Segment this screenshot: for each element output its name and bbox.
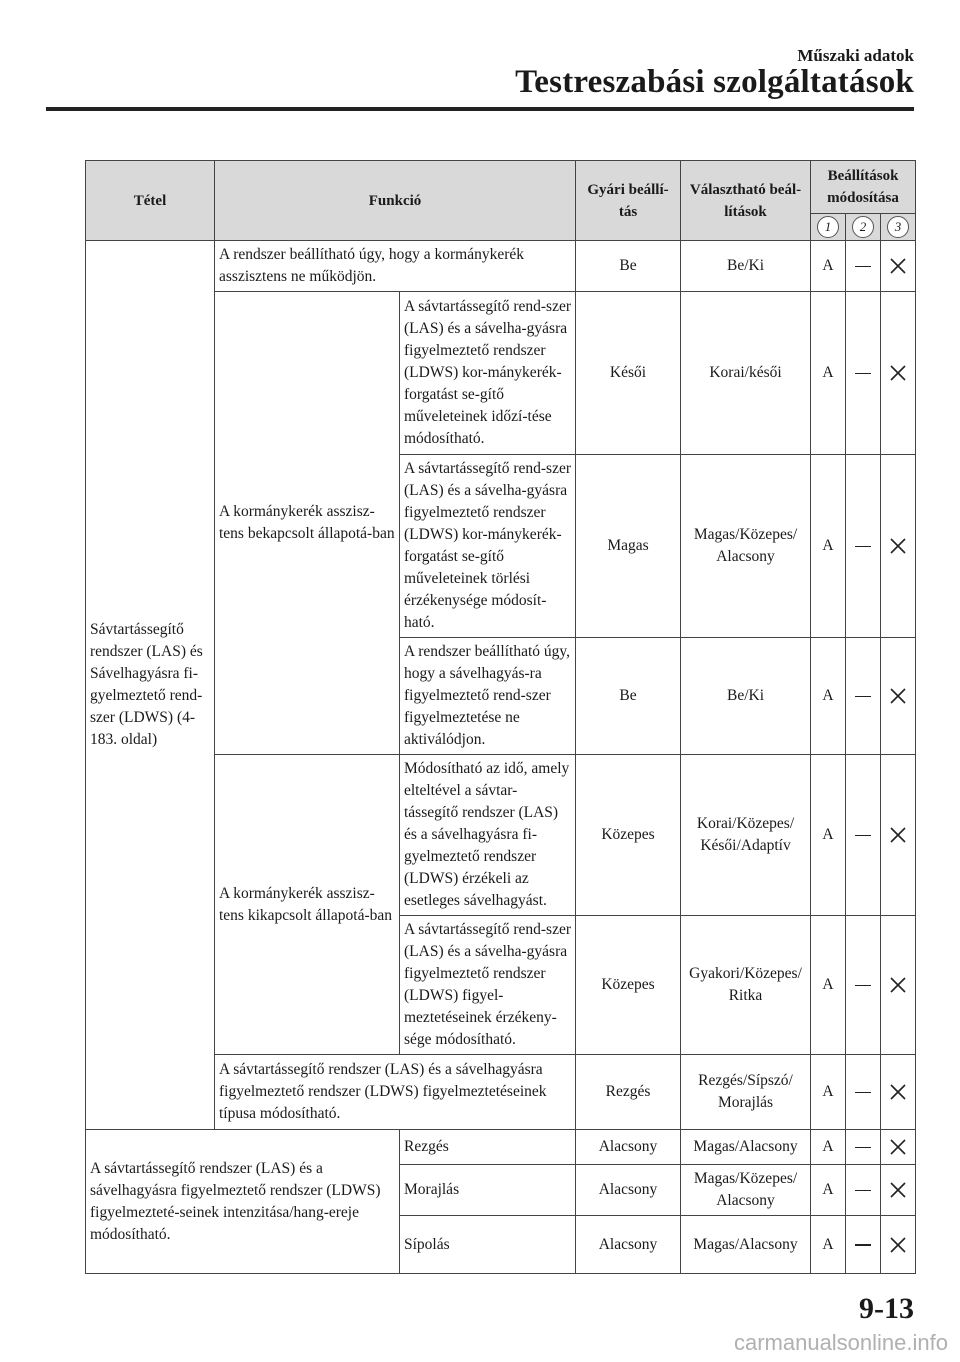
function-cell: A rendszer beállítható úgy, hogy a kormánykerék asszisztens ne működjön. (215, 241, 576, 292)
options-cell: Rezgés/Sípszó/ Morajlás (681, 1055, 811, 1130)
item-cell: Sávtartássegítő rendszer (LAS) és Sávelhagyásra fi-gyelmeztető rend-szer (LDWS) (4-183. oldal) (86, 241, 215, 1130)
function-cell: Módosítható az idő, amely elteltével a sávtar-tássegítő rendszer (LAS) és a sávelhagyásra fi-gyelmeztető rendszer (LDWS) érzékeli az esetleges sávelhagyást. (400, 755, 576, 916)
dash-icon (855, 1092, 871, 1094)
method-1-cell: A (811, 755, 846, 916)
default-cell: Be (576, 638, 681, 755)
column-header-item: Tétel (86, 161, 215, 241)
method-3-cell (881, 292, 916, 455)
cross-icon (889, 976, 907, 994)
cross-icon (889, 687, 907, 705)
method-2-cell (846, 1130, 881, 1165)
dash-icon (855, 373, 871, 375)
header-divider (46, 107, 914, 111)
column-header-methods: Beállítások módosítása (811, 161, 916, 214)
method-1-cell: A (811, 1130, 846, 1165)
column-header-function: Funkció (215, 161, 576, 241)
method-1-cell: A (811, 1055, 846, 1130)
method-2-cell (846, 1055, 881, 1130)
options-cell: Be/Ki (681, 241, 811, 292)
dash-icon (855, 985, 871, 987)
method-3-cell (881, 638, 916, 755)
default-cell: Alacsony (576, 1216, 681, 1274)
dash-icon (855, 1147, 871, 1149)
method-1-cell: A (811, 1165, 846, 1216)
dash-icon (855, 1190, 871, 1192)
options-cell: Korai/Közepes/ Késői/Adaptív (681, 755, 811, 916)
default-cell: Késői (576, 292, 681, 455)
method-1-cell: A (811, 292, 846, 455)
cross-icon (889, 1083, 907, 1101)
dash-icon (855, 835, 871, 837)
cross-icon (889, 364, 907, 382)
customization-table (85, 160, 916, 1274)
method-1-cell: A (811, 241, 846, 292)
function-cell: Rezgés (400, 1130, 576, 1165)
options-cell: Magas/Alacsony (681, 1216, 811, 1274)
method-1-cell: A (811, 455, 846, 638)
method-3-cell (881, 1130, 916, 1165)
method-2-badge: 2 (852, 216, 874, 238)
method-2-cell (846, 241, 881, 292)
method-3-cell (881, 1165, 916, 1216)
method-2-cell (846, 455, 881, 638)
default-cell: Alacsony (576, 1165, 681, 1216)
method-1-cell: A (811, 1216, 846, 1274)
dash-icon (855, 1244, 871, 1246)
method-3-cell (881, 755, 916, 916)
column-header-options: Választható beál-lítások (681, 161, 811, 241)
page-number: 9-13 (859, 1292, 914, 1325)
column-header-method-2 (846, 214, 881, 241)
function-group-cell: A kormánykerék asszisz-tens bekapcsolt állapotá-ban (215, 292, 400, 755)
default-cell: Közepes (576, 916, 681, 1055)
method-3-cell (881, 241, 916, 292)
method-2-cell (846, 638, 881, 755)
watermark: carmanualsonline.info (733, 1330, 948, 1355)
method-2-cell (846, 1216, 881, 1274)
function-cell: A sávtartássegítő rend-szer (LAS) és a sávelha-gyásra figyelmeztető rendszer (LDWS) kor-mánykerék-forgatást se-gítő műveleteinek törlési érzékenysége módosít-ható. (400, 455, 576, 638)
method-1-badge: 1 (817, 216, 839, 238)
cross-icon (889, 1236, 907, 1254)
options-cell: Magas/Közepes/ Alacsony (681, 455, 811, 638)
cross-icon (889, 1181, 907, 1199)
page-title: Testreszabási szolgáltatások (515, 64, 914, 100)
dash-icon (855, 266, 871, 268)
method-3-cell (881, 1216, 916, 1274)
cross-icon (889, 537, 907, 555)
section-label: Műszaki adatok (797, 46, 914, 65)
column-header-method-3 (881, 214, 916, 241)
default-cell: Rezgés (576, 1055, 681, 1130)
method-1-cell: A (811, 638, 846, 755)
method-2-cell (846, 1165, 881, 1216)
options-cell: Gyakori/Közepes/ Ritka (681, 916, 811, 1055)
default-cell: Közepes (576, 755, 681, 916)
column-header-method-1 (811, 214, 846, 241)
function-group-cell: A kormánykerék asszisz-tens kikapcsolt állapotá-ban (215, 755, 400, 1055)
method-2-cell (846, 292, 881, 455)
method-3-badge: 3 (887, 216, 909, 238)
options-cell: Magas/Közepes/ Alacsony (681, 1165, 811, 1216)
function-cell: A rendszer beállítható úgy, hogy a sávelhagyás-ra figyelmeztető rend-szer figyelmeztetése ne aktiválódjon. (400, 638, 576, 755)
method-3-cell (881, 916, 916, 1055)
default-cell: Magas (576, 455, 681, 638)
options-cell: Magas/Alacsony (681, 1130, 811, 1165)
function-cell: A sávtartássegítő rendszer (LAS) és a sávelhagyásra figyelmeztető rendszer (LDWS) figyelmeztetéseinek típusa módosítható. (215, 1055, 576, 1130)
method-2-cell (846, 916, 881, 1055)
method-1-cell: A (811, 916, 846, 1055)
options-cell: Korai/késői (681, 292, 811, 455)
options-cell: Be/Ki (681, 638, 811, 755)
method-2-cell (846, 755, 881, 916)
dash-icon (855, 696, 871, 698)
cross-icon (889, 257, 907, 275)
dash-icon (855, 546, 871, 548)
method-3-cell (881, 1055, 916, 1130)
method-3-cell (881, 455, 916, 638)
function-cell: Sípolás (400, 1216, 576, 1274)
default-cell: Alacsony (576, 1130, 681, 1165)
column-header-default: Gyári beállí-tás (576, 161, 681, 241)
function-cell: A sávtartássegítő rend-szer (LAS) és a sávelha-gyásra figyelmeztető rendszer (LDWS) figyel-meztetéseinek érzékeny-sége módosítható. (400, 916, 576, 1055)
function-cell: Morajlás (400, 1165, 576, 1216)
cross-icon (889, 1138, 907, 1156)
function-group-cell: A sávtartássegítő rendszer (LAS) és a sávelhagyásra figyelmeztető rendszer (LDWS) figyelmezteté-seinek intenzitása/hang-ereje módosítható. (86, 1130, 400, 1274)
default-cell: Be (576, 241, 681, 292)
function-cell: A sávtartássegítő rend-szer (LAS) és a sávelha-gyásra figyelmeztető rendszer (LDWS) kor-mánykerék-forgatást se-gítő műveleteinek időzí-tése módosítható. (400, 292, 576, 455)
cross-icon (889, 826, 907, 844)
